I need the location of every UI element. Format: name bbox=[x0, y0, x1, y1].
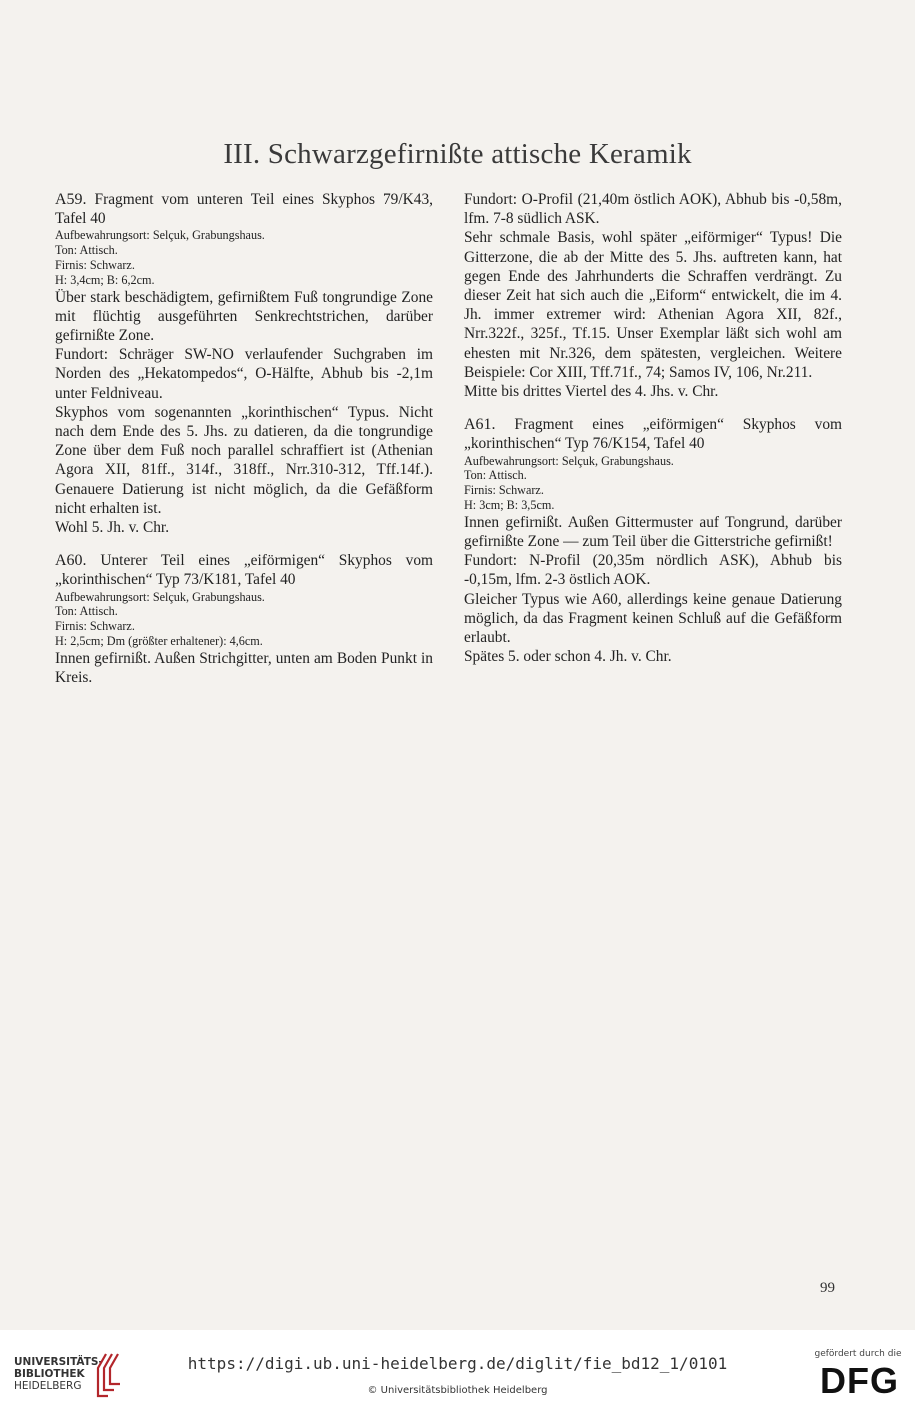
entry-a61-paragraph: Innen gefirnißt. Außen Gittermuster auf Tongrund, darüber gefirnißte Zone — zum Teil über die Gitterstriche gefirnißt! bbox=[464, 513, 842, 551]
meta-line: Ton: Attisch. bbox=[55, 243, 118, 258]
entry-a61-title: Fragment eines „eiförmigen“ Skyphos vom „korinthischen“ Typ 76/K154, Tafel 40 bbox=[464, 416, 842, 453]
meta-line: Aufbewahrungsort: Selçuk, Grabungshaus. bbox=[55, 589, 265, 604]
meta-line: H: 2,5cm; Dm (größter erhaltener): 4,6cm. bbox=[55, 634, 263, 649]
page-number: 99 bbox=[820, 1280, 835, 1296]
entry-a61-head bbox=[464, 415, 842, 453]
permalink-url[interactable]: https://digi.ub.uni-heidelberg.de/diglit/fie_bd12_1/0101 bbox=[187, 1354, 728, 1373]
meta-line: Ton: Attisch. bbox=[464, 468, 527, 483]
entry-a60-dating: Mitte bis drittes Viertel des 4. Jhs. v. Chr. bbox=[464, 383, 719, 401]
entry-a59-head bbox=[55, 190, 433, 228]
entry-a59-paragraph: Skyphos vom sogenannten „korinthischen“ Typus. Nicht nach dem Ende des 5. Jhs. zu datieren, da die tongrundige Zone über dem Fuß noch parallel schraffiert ist (Athenian Agora XII, 81ff., 314f., 318ff., Nrr.310-312, Tff.14f.). Genauere Datierung ist nicht möglich, da die Gefäßform nicht erhalten ist. bbox=[55, 403, 433, 517]
left-column bbox=[55, 190, 433, 687]
entry-a60-paragraph: Fundort: O-Profil (21,40m östlich AOK), Abhub bis -0,58m, lfm. 7-8 südlich ASK. bbox=[464, 191, 842, 228]
entry-a60-meta bbox=[55, 590, 433, 649]
meta-line: Aufbewahrungsort: Selçuk, Grabungshaus. bbox=[464, 453, 674, 468]
meta-line: Firnis: Schwarz. bbox=[55, 258, 135, 272]
entry-a60-number: A60. bbox=[55, 552, 87, 570]
dfg-logo: DFG bbox=[820, 1360, 899, 1401]
meta-line: H: 3,4cm; B: 6,2cm. bbox=[55, 272, 155, 287]
entry-a59-title: Fragment vom unteren Teil eines Skyphos 79/K43, Tafel 40 bbox=[55, 191, 433, 228]
meta-line: H: 3cm; B: 3,5cm. bbox=[464, 498, 555, 513]
funding-note: gefördert durch die bbox=[814, 1349, 902, 1359]
footer-bar bbox=[0, 1330, 915, 1407]
library-name-line: BIBLIOTHEK bbox=[14, 1368, 85, 1380]
entry-a59-paragraph: Fundort: Schräger SW-NO verlaufender Suchgraben im Norden des „Hekatompedos“, O-Hälfte, Abhub bis -2,1m unter Feldniveau. bbox=[55, 346, 433, 402]
meta-line: Ton: Attisch. bbox=[55, 604, 118, 619]
meta-line: Aufbewahrungsort: Selçuk, Grabungshaus. bbox=[55, 228, 265, 243]
entry-a61-number: A61. bbox=[464, 416, 496, 434]
entry-a61-paragraph: Gleicher Typus wie A60, allerdings keine genaue Datierung möglich, da das Fragment keinen Schluß auf die Gefäßform erlaubt. bbox=[464, 590, 842, 647]
entry-a61-meta bbox=[464, 454, 842, 513]
meta-line: Firnis: Schwarz. bbox=[55, 619, 135, 634]
entry-a59-dating: Wohl 5. Jh. v. Chr. bbox=[55, 519, 170, 537]
right-column bbox=[464, 190, 842, 666]
entry-a60-head bbox=[55, 551, 433, 589]
section-title: III. Schwarzgefirnißte attische Keramik bbox=[223, 138, 692, 170]
copyright-notice: © Universitätsbibliothek Heidelberg bbox=[367, 1385, 548, 1396]
entry-a59-paragraph: Über stark beschädigtem, gefirnißtem Fuß tongrundige Zone mit flüchtig ausgeführten Senkrechtstrichen, darüber gefirnißte Zone. bbox=[55, 288, 433, 344]
entry-a60-paragraph: Innen gefirnißt. Außen Strichgitter, unten am Boden Punkt in Kreis. bbox=[55, 649, 433, 687]
entry-a60-title: Unterer Teil eines „eiförmigen“ Skyphos vom „korinthischen“ Typ 73/K181, Tafel 40 bbox=[55, 552, 433, 589]
entry-a59-number: A59. bbox=[55, 191, 87, 208]
library-name-line: UNIVERSITÄTS- bbox=[14, 1356, 103, 1368]
entry-a59-meta bbox=[55, 228, 433, 287]
entry-a61-dating: Spätes 5. oder schon 4. Jh. v. Chr. bbox=[464, 648, 672, 666]
entry-a60-paragraph: Sehr schmale Basis, wohl später „eiförmiger“ Typus! Die Gitterzone, die ab der Mitte des 5. Jhs. auftreten kann, hat gegen Ende des Jahrhunderts die Schraffen verdrängt. Zu dieser Zeit hat sich auch die „Eiform“ entwickelt, die im 4. Jh. immer extremer wird: Athenian Agora XII, 82f., Nrr.322f., 325f., Tf.15. Unser Exemplar läßt sich wohl am ehesten mit Nr.326, dem spätesten, vergleichen. Weitere Beispiele: Cor XIII, Tff.71f., 74; Samos IV, 106, Nr.211. bbox=[464, 229, 842, 381]
entry-a61-paragraph: Fundort: N-Profil (20,35m nördlich ASK), Abhub bis -0,15m, lfm. 2-3 östlich AOK. bbox=[464, 552, 842, 589]
library-name-line: HEIDELBERG bbox=[14, 1380, 82, 1392]
meta-line: Firnis: Schwarz. bbox=[464, 483, 544, 498]
